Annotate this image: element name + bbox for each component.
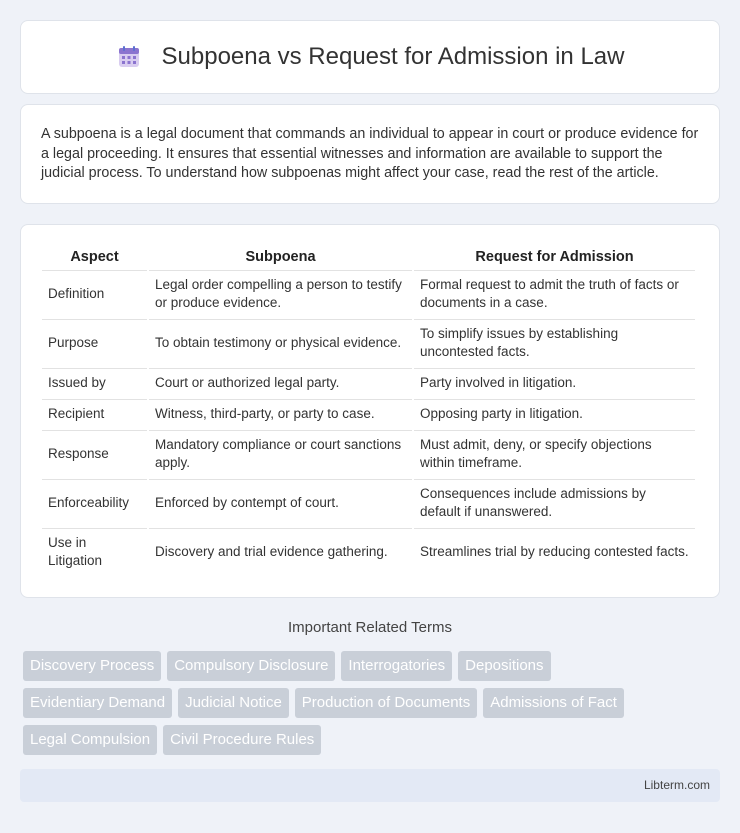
- related-term-tag[interactable]: Discovery Process: [23, 651, 161, 681]
- table-cell: Enforceability: [42, 479, 147, 526]
- header-card: [20, 20, 720, 94]
- table-cell: Court or authorized legal party.: [149, 368, 412, 397]
- related-term-tag[interactable]: Civil Procedure Rules: [163, 725, 321, 755]
- related-term-tag[interactable]: Evidentiary Demand: [23, 688, 172, 718]
- related-term-tag[interactable]: Depositions: [458, 651, 550, 681]
- related-term-tag[interactable]: Interrogatories: [341, 651, 452, 681]
- table-cell: To obtain testimony or physical evidence.: [149, 319, 412, 366]
- related-terms-title: Important Related Terms: [288, 619, 452, 636]
- comparison-table-card: [20, 224, 720, 598]
- table-header-row: [42, 246, 695, 268]
- table-cell: Enforced by contempt of court.: [149, 479, 412, 526]
- table-cell: Legal order compelling a person to testify or produce evidence.: [149, 270, 412, 317]
- related-terms-list: [23, 651, 703, 762]
- calendar-icon: [116, 44, 142, 70]
- intro-card: [20, 104, 720, 204]
- table-cell: Discovery and trial evidence gathering.: [149, 528, 412, 575]
- comparison-table: [40, 244, 697, 577]
- table-row: [42, 528, 695, 575]
- related-term-tag[interactable]: Legal Compulsion: [23, 725, 157, 755]
- table-row: [42, 430, 695, 477]
- column-header: Request for Admission: [475, 249, 634, 265]
- related-term-tag[interactable]: Production of Documents: [295, 688, 477, 718]
- table-cell: Formal request to admit the truth of facts or documents in a case.: [414, 270, 695, 317]
- related-term-tag[interactable]: Compulsory Disclosure: [167, 651, 335, 681]
- table-row: [42, 270, 695, 317]
- table-cell: Recipient: [42, 399, 147, 428]
- footer: [20, 769, 720, 802]
- table-row: [42, 399, 695, 428]
- column-header: Aspect: [70, 249, 119, 265]
- table-cell: Definition: [42, 270, 147, 317]
- table-cell: Opposing party in litigation.: [414, 399, 695, 428]
- table-cell: Issued by: [42, 368, 147, 397]
- table-cell: Party involved in litigation.: [414, 368, 695, 397]
- intro-text: A subpoena is a legal document that commands an individual to appear in court or produce evidence for a legal proceeding. It ensures that essential witnesses and information are available to support the judicial process. To understand how subpoenas might affect your case, read the rest of the article.: [41, 126, 699, 181]
- table-cell: Use in Litigation: [42, 528, 147, 575]
- table-row: [42, 319, 695, 366]
- table-cell: Purpose: [42, 319, 147, 366]
- footer-site-link[interactable]: Libterm.com: [643, 778, 710, 792]
- related-term-tag[interactable]: Judicial Notice: [178, 688, 289, 718]
- page-title: Subpoena vs Request for Admission in Law: [161, 43, 625, 70]
- table-cell: Streamlines trial by reducing contested facts.: [414, 528, 695, 575]
- table-cell: Response: [42, 430, 147, 477]
- column-header: Subpoena: [245, 249, 316, 265]
- table-cell: Must admit, deny, or specify objections within timeframe.: [414, 430, 695, 477]
- related-term-tag[interactable]: Admissions of Fact: [483, 688, 624, 718]
- table-cell: Consequences include admissions by default if unanswered.: [414, 479, 695, 526]
- table-cell: To simplify issues by establishing uncontested facts.: [414, 319, 695, 366]
- table-cell: Witness, third-party, or party to case.: [149, 399, 412, 428]
- table-cell: Mandatory compliance or court sanctions apply.: [149, 430, 412, 477]
- table-row: [42, 479, 695, 526]
- table-row: [42, 368, 695, 397]
